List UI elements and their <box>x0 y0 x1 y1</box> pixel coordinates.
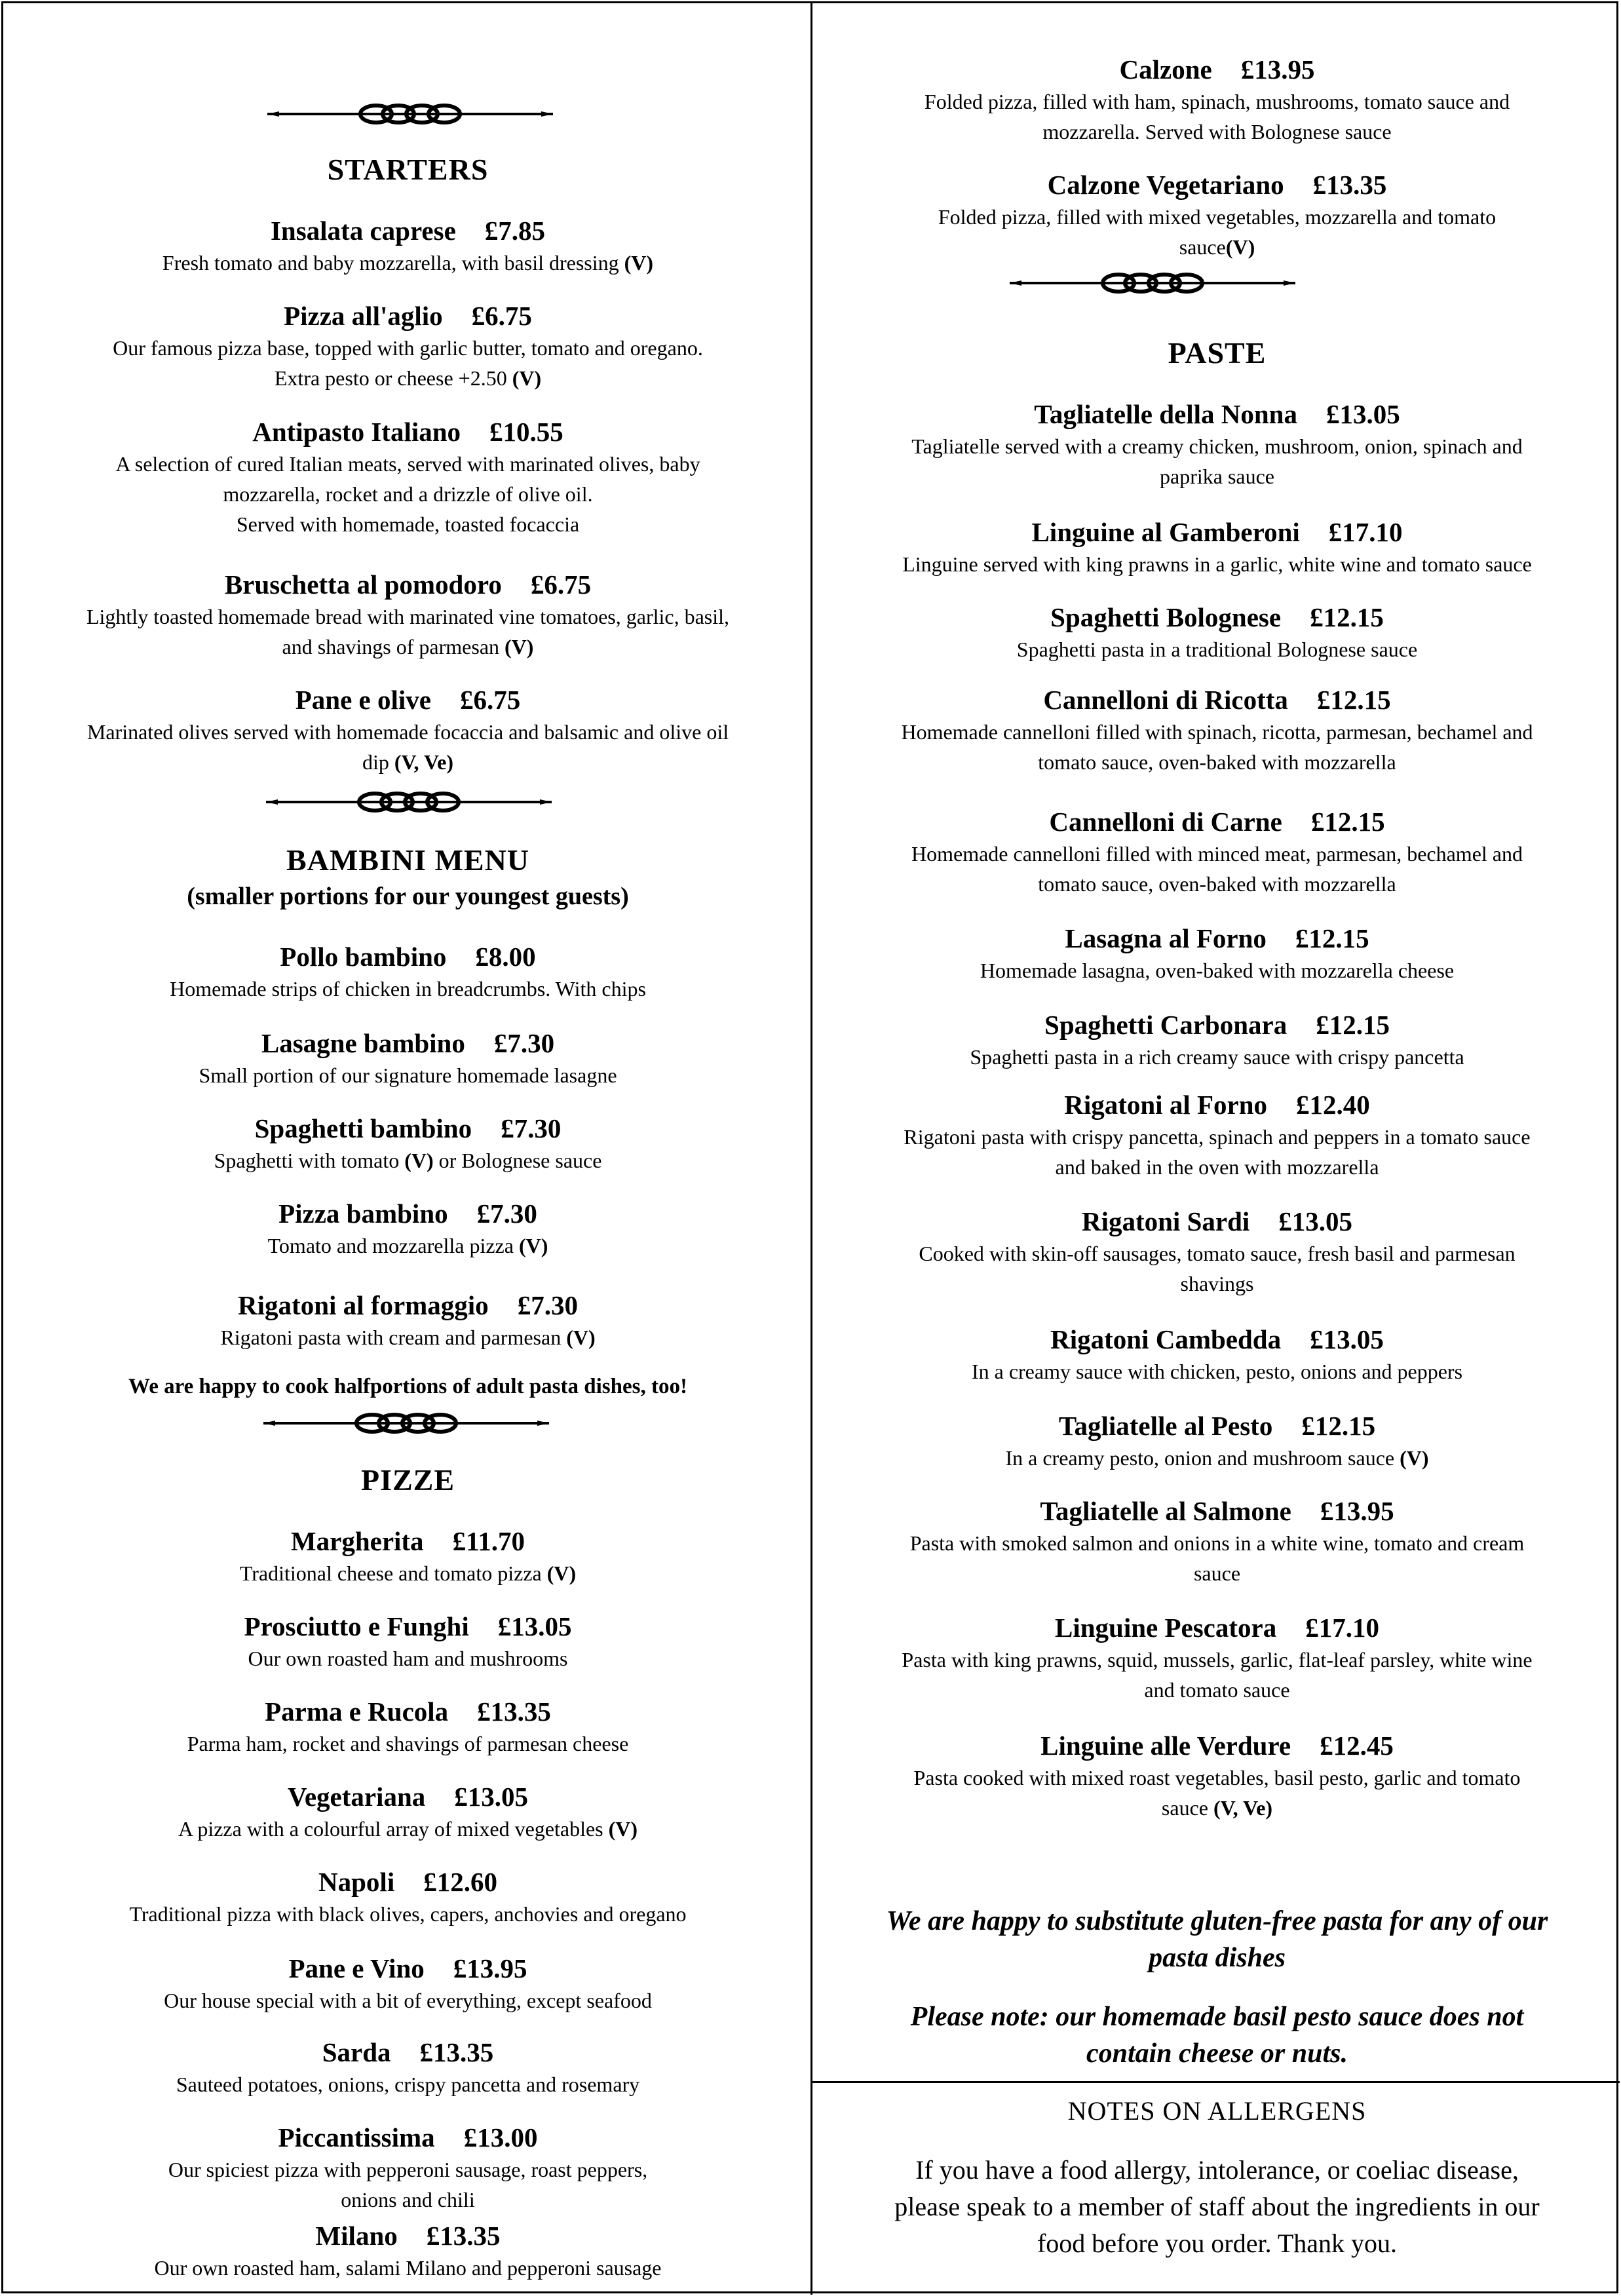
item-price: £12.15 <box>1295 923 1369 953</box>
item-name: Linguine alle Verdure <box>1040 1731 1291 1761</box>
item-name: Milano <box>315 2221 398 2251</box>
menu-item <box>822 1409 1612 1473</box>
item-desc: Our own roasted ham and mushrooms <box>248 1647 568 1670</box>
item-name: Vegetariana <box>287 1782 426 1812</box>
item-name: Rigatoni al Forno <box>1064 1090 1268 1120</box>
item-desc: A pizza with a colourful array of mixed vegetables <box>178 1817 603 1841</box>
section-title-paste: PASTE <box>1168 336 1267 370</box>
menu-item <box>822 1729 1612 1823</box>
menu-item <box>7 1111 809 1176</box>
menu-item <box>7 1609 809 1674</box>
item-price: £6.75 <box>459 685 521 715</box>
bambini-note: We are happy to cook halfportions of adult pasta dishes, too! <box>128 1375 687 1398</box>
item-name: Insalata caprese <box>270 216 456 246</box>
menu-item <box>7 2120 809 2215</box>
item-name: Pizza all'aglio <box>284 301 443 331</box>
item-price: £12.15 <box>1316 685 1391 715</box>
menu-item <box>7 299 809 393</box>
menu-item <box>7 415 809 539</box>
item-desc: Rigatoni pasta with cream and parmesan <box>220 1326 562 1349</box>
item-desc: Folded pizza, filled with ham, spinach, mushrooms, tomato sauce and <box>924 90 1510 113</box>
item-desc: Extra pesto or cheese +2.50 <box>274 366 507 390</box>
item-desc: Small portion of our signature homemade lasagne <box>199 1063 617 1087</box>
allergen-notice <box>822 2152 1612 2262</box>
ornamental-knot-divider-icon <box>1008 265 1297 301</box>
item-desc: Pasta with king prawns, squid, mussels, garlic, flat-leaf parsley, white wine <box>902 1648 1533 1672</box>
item-price: £13.95 <box>453 1953 527 1983</box>
item-name: Bruschetta al pomodoro <box>224 569 502 600</box>
item-desc: mozzarella, rocket and a drizzle of olive oil. <box>223 482 593 506</box>
item-name: Pizza bambino <box>278 1198 448 1229</box>
allergen-line: food before you order. Thank you. <box>1037 2229 1398 2258</box>
section-title-bambini: BAMBINI MENU <box>286 843 530 877</box>
item-price: £12.60 <box>423 1867 497 1897</box>
ornamental-knot-divider-icon <box>262 1405 550 1442</box>
item-desc: mozzarella. Served with Bolognese sauce <box>1042 120 1392 144</box>
item-price: £11.70 <box>452 1526 525 1556</box>
column-divider <box>810 1 812 2295</box>
diet-tag: (V) <box>512 366 542 390</box>
item-desc: Homemade strips of chicken in breadcrumbs. With chips <box>170 977 646 1001</box>
item-price: £13.05 <box>497 1611 572 1641</box>
item-desc: A selection of cured Italian meats, served with marinated olives, baby <box>115 452 700 476</box>
allergen-line: please speak to a member of staff about the ingredients in our <box>894 2192 1540 2221</box>
item-name: Antipasto Italiano <box>252 417 461 447</box>
item-desc: and tomato sauce <box>1144 1678 1290 1702</box>
item-price: £13.05 <box>454 1782 529 1812</box>
item-price: £13.95 <box>1240 54 1315 85</box>
item-price: £13.05 <box>1325 399 1400 429</box>
item-desc: In a creamy sauce with chicken, pesto, onions and peppers <box>971 1360 1463 1383</box>
item-desc: Our own roasted ham, salami Milano and pepperoni sausage <box>154 2256 662 2280</box>
item-price: £13.05 <box>1310 1324 1384 1354</box>
menu-item <box>822 1611 1612 1705</box>
menu-item <box>7 2035 809 2099</box>
item-desc: Parma ham, rocket and shavings of parmesan cheese <box>187 1732 629 1755</box>
menu-item <box>7 1951 809 2016</box>
item-desc: Traditional pizza with black olives, capers, anchovies and oregano <box>129 1902 687 1926</box>
item-desc: Lightly toasted homemade bread with marinated vine tomatoes, garlic, basil, <box>86 605 730 628</box>
item-desc: Tomato and mozzarella pizza <box>267 1234 514 1257</box>
item-price: £7.85 <box>484 216 546 246</box>
item-name: Calzone <box>1119 54 1212 85</box>
menu-item <box>822 168 1612 262</box>
item-name: Lasagne bambino <box>261 1028 465 1058</box>
item-name: Cannelloni di Ricotta <box>1043 685 1288 715</box>
item-desc: Our famous pizza base, topped with garlic butter, tomato and oregano. <box>113 336 703 360</box>
allergen-title: NOTES ON ALLERGENS <box>1067 2096 1367 2126</box>
item-price: £13.35 <box>426 2221 501 2251</box>
ornamental-knot-divider-icon <box>265 784 553 820</box>
item-desc: Spaghetti with tomato <box>214 1149 400 1172</box>
item-name: Pane e olive <box>295 685 431 715</box>
item-desc: Rigatoni pasta with crispy pancetta, spinach and peppers in a tomato sauce <box>904 1125 1531 1149</box>
diet-tag: (V) <box>404 1149 434 1172</box>
item-price: £17.10 <box>1328 517 1403 547</box>
note-line: We are happy to substitute gluten-free pasta for any of our <box>886 1906 1548 1936</box>
item-desc: onions and chili <box>341 2188 475 2211</box>
note-line: Please note: our homemade basil pesto sauce does not <box>910 2002 1524 2032</box>
menu-item <box>822 1322 1612 1387</box>
item-price: £8.00 <box>475 942 536 972</box>
item-desc: Tagliatelle served with a creamy chicken, mushroom, onion, spinach and <box>911 434 1523 458</box>
item-price: £12.45 <box>1320 1731 1394 1761</box>
menu-item <box>822 1204 1612 1299</box>
item-name: Spaghetti Bolognese <box>1050 602 1282 632</box>
menu-item <box>7 940 809 1004</box>
item-desc: shavings <box>1180 1272 1254 1295</box>
item-name: Spaghetti bambino <box>254 1113 472 1143</box>
item-name: Linguine al Gamberoni <box>1031 517 1300 547</box>
item-desc: Spaghetti pasta in a rich creamy sauce with crispy pancetta <box>970 1045 1464 1069</box>
menu-item <box>822 1088 1612 1182</box>
item-price: £13.05 <box>1278 1206 1353 1236</box>
menu-item <box>822 1494 1612 1588</box>
diet-tag: (V) <box>546 1561 577 1585</box>
diet-tag: (V, Ve) <box>394 750 453 774</box>
menu-item <box>7 1694 809 1759</box>
menu-item <box>7 1865 809 1929</box>
diet-tag: (V) <box>624 251 654 275</box>
item-price: £7.30 <box>476 1198 537 1229</box>
item-price: £12.15 <box>1301 1411 1376 1441</box>
section-subtitle: (smaller portions for our youngest guests) <box>187 883 629 910</box>
menu-item <box>7 1524 809 1588</box>
menu-item <box>7 1026 809 1090</box>
item-desc: sauce <box>1179 235 1226 259</box>
pesto-note <box>822 1999 1612 2072</box>
item-desc: and shavings of parmesan <box>282 635 500 659</box>
item-price: £6.75 <box>530 569 592 600</box>
item-name: Pane e Vino <box>288 1953 425 1983</box>
menu-item <box>822 683 1612 777</box>
note-line: contain cheese or nuts. <box>1086 2038 1348 2069</box>
gluten-free-note <box>822 1903 1612 1976</box>
item-desc: sauce <box>1193 1561 1241 1585</box>
item-name: Tagliatelle della Nonna <box>1034 399 1297 429</box>
item-price: £13.35 <box>1312 170 1387 200</box>
menu-item <box>822 52 1612 147</box>
diet-tag: (V) <box>1225 235 1255 259</box>
menu-item <box>822 397 1612 491</box>
item-name: Calzone Vegetariano <box>1047 170 1284 200</box>
diet-tag: (V, Ve) <box>1213 1796 1273 1820</box>
item-desc: sauce <box>1161 1796 1208 1820</box>
item-name: Piccantissima <box>278 2122 435 2152</box>
item-desc: Our spiciest pizza with pepperoni sausage, roast peppers, <box>168 2158 648 2181</box>
note-line: pasta dishes <box>1149 1943 1286 1973</box>
menu-item <box>822 805 1612 899</box>
item-price: £7.30 <box>517 1290 578 1320</box>
allergen-line: If you have a food allergy, intolerance, or coeliac disease, <box>915 2155 1519 2185</box>
item-desc: Homemade lasagna, oven-baked with mozzarella cheese <box>980 959 1455 982</box>
menu-item <box>822 515 1612 579</box>
item-desc: Cooked with skin-off sausages, tomato sauce, fresh basil and parmesan <box>919 1242 1516 1265</box>
menu-item <box>822 600 1612 664</box>
menu-item <box>7 683 809 777</box>
item-desc: or Bolognese sauce <box>438 1149 602 1172</box>
item-desc: Fresh tomato and baby mozzarella, with basil dressing <box>162 251 619 275</box>
item-price: £12.40 <box>1296 1090 1370 1120</box>
ornamental-knot-divider-icon <box>266 96 554 132</box>
item-desc: Served with homemade, toasted focaccia <box>236 512 580 536</box>
item-name: Rigatoni Cambedda <box>1050 1324 1282 1354</box>
diet-tag: (V) <box>608 1817 638 1841</box>
item-name: Cannelloni di Carne <box>1049 807 1282 837</box>
menu-item <box>7 2219 809 2283</box>
item-desc: In a creamy pesto, onion and mushroom sauce <box>1005 1446 1395 1470</box>
item-price: £6.75 <box>471 301 532 331</box>
item-name: Margherita <box>290 1526 424 1556</box>
item-price: £13.95 <box>1320 1496 1394 1526</box>
item-price: £7.30 <box>493 1028 555 1058</box>
menu-item <box>822 1008 1612 1072</box>
item-desc: Spaghetti pasta in a traditional Bolognese sauce <box>1016 638 1418 661</box>
diet-tag: (V) <box>1400 1446 1429 1470</box>
allergen-box-rule <box>810 2081 1620 2083</box>
item-desc: Homemade cannelloni filled with minced meat, parmesan, bechamel and <box>911 842 1523 866</box>
item-name: Pollo bambino <box>280 942 447 972</box>
diet-tag: (V) <box>566 1326 596 1349</box>
item-name: Rigatoni Sardi <box>1081 1206 1250 1236</box>
item-desc: Traditional cheese and tomato pizza <box>239 1561 542 1585</box>
item-price: £12.15 <box>1310 807 1385 837</box>
item-name: Linguine Pescatora <box>1055 1613 1277 1643</box>
section-title-pizze: PIZZE <box>360 1463 455 1497</box>
item-price: £17.10 <box>1305 1613 1379 1643</box>
item-price: £12.15 <box>1310 602 1384 632</box>
item-price: £10.55 <box>489 417 563 447</box>
item-desc: Pasta cooked with mixed roast vegetables, basil pesto, garlic and tomato <box>913 1766 1521 1789</box>
item-price: £12.15 <box>1316 1010 1390 1040</box>
item-desc: dip <box>362 750 389 774</box>
item-price: £13.35 <box>419 2037 494 2067</box>
item-desc: tomato sauce, oven-baked with mozzarella <box>1038 750 1396 774</box>
menu-item <box>7 1780 809 1844</box>
menu-item <box>822 921 1612 985</box>
item-desc: Linguine served with king prawns in a garlic, white wine and tomato sauce <box>902 552 1532 576</box>
item-name: Rigatoni al formaggio <box>238 1290 489 1320</box>
item-name: Prosciutto e Funghi <box>244 1611 469 1641</box>
item-name: Parma e Rucola <box>265 1696 449 1727</box>
diet-tag: (V) <box>518 1234 548 1257</box>
menu-item <box>7 1288 809 1352</box>
item-name: Spaghetti Carbonara <box>1044 1010 1287 1040</box>
item-name: Lasagna al Forno <box>1065 923 1267 953</box>
item-name: Tagliatelle al Salmone <box>1040 1496 1291 1526</box>
item-price: £13.35 <box>477 1696 551 1727</box>
menu-item <box>7 214 809 278</box>
item-desc: Folded pizza, filled with mixed vegetables, mozzarella and tomato <box>938 205 1497 229</box>
item-name: Sarda <box>322 2037 391 2067</box>
menu-item <box>7 567 809 662</box>
item-price: £7.30 <box>501 1113 562 1143</box>
item-desc: Sauteed potatoes, onions, crispy pancetta and rosemary <box>176 2073 640 2096</box>
section-title-starters: STARTERS <box>327 153 489 186</box>
item-price: £13.00 <box>463 2122 538 2152</box>
item-desc: Homemade cannelloni filled with spinach, ricotta, parmesan, bechamel and <box>901 720 1533 744</box>
item-desc: paprika sauce <box>1159 465 1274 488</box>
item-desc: Marinated olives served with homemade focaccia and balsamic and olive oil <box>86 720 729 744</box>
item-desc: Pasta with smoked salmon and onions in a white wine, tomato and cream <box>909 1531 1525 1555</box>
item-desc: tomato sauce, oven-baked with mozzarella <box>1038 872 1396 896</box>
item-desc: and baked in the oven with mozzarella <box>1055 1155 1379 1179</box>
item-name: Tagliatelle al Pesto <box>1058 1411 1273 1441</box>
item-name: Napoli <box>318 1867 395 1897</box>
diet-tag: (V) <box>505 635 534 659</box>
menu-item <box>7 1196 809 1261</box>
item-desc: Our house special with a bit of everything, except seafood <box>164 1989 652 2012</box>
